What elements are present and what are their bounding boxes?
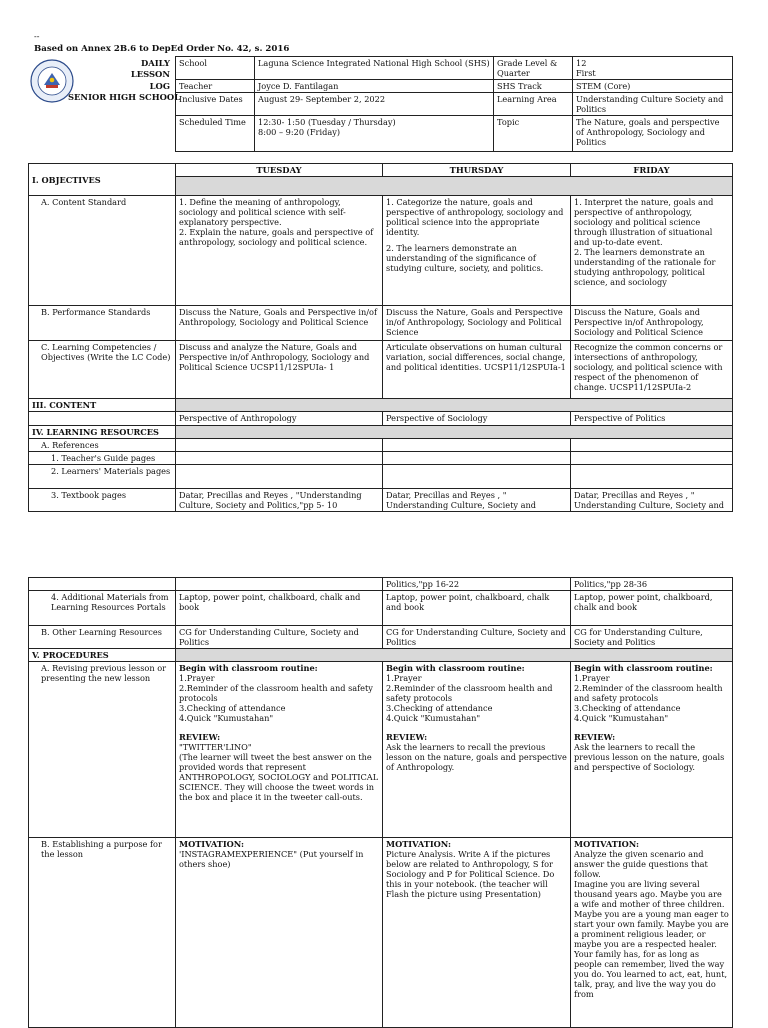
lm-friday — [571, 465, 733, 489]
day-header-tuesday: TUESDAY — [176, 164, 383, 177]
content-standard-label: A. Content Standard — [29, 196, 176, 306]
motivation-friday-cell — [571, 838, 733, 1028]
procedures-heading: V. PROCEDURES — [29, 649, 176, 662]
procedures-shaded-row — [176, 649, 733, 662]
title-line: DAILY — [140, 58, 170, 68]
motivation-thursday: Picture Analysis. Write A if the pictures below are related to Anthropology, S for Sociology and P for Political Science. Do this in your notebook. (the teacher will Flash the picture using Presentation) — [386, 849, 555, 899]
day-header-friday: FRIDAY — [571, 164, 733, 177]
performance-thursday: Discuss the Nature, Goals and Perspective in/of Anthropology, Sociology and Political Science — [383, 306, 571, 341]
references-thursday — [383, 439, 571, 452]
references-friday — [571, 439, 733, 452]
dll-table-page2 — [28, 577, 733, 1028]
performance-friday: Discuss the Nature, Goals and Perspective in/of Anthropology, Sociology and Political Science — [571, 306, 733, 341]
tg-tuesday — [176, 452, 383, 465]
motivation-heading: MOTIVATION: — [179, 839, 245, 849]
motivation-tuesday: 'INSTAGRAMEXPERIENCE" (Put yourself in others shoe) — [179, 849, 364, 869]
content-friday: Perspective of Politics — [571, 412, 733, 426]
competency-tuesday: Discuss and analyze the Nature, Goals and Perspective in/of Anthropology, Sociology and Political Science UCSP11/12SPUIa- 1 — [176, 341, 383, 399]
lm-tuesday — [176, 465, 383, 489]
area-value: Understanding Culture Society and Politics — [573, 93, 733, 116]
sched-label: Scheduled Time — [176, 116, 255, 152]
performance-tuesday: Discuss the Nature, Goals and Perspective in/of Anthropology, Sociology and Political Science — [176, 306, 383, 341]
additional-friday: Laptop, power point, chalkboard, chalk and book — [571, 591, 733, 626]
routine-steps: 1.Prayer 2.Reminder of the classroom health and safety protocols 3.Checking of attendance 4.Quick "Kumustahan" — [179, 673, 373, 723]
track-value: STEM (Core) — [573, 80, 733, 93]
motivation-heading: MOTIVATION: — [386, 839, 452, 849]
content-tuesday: Perspective of Anthropology — [176, 412, 383, 426]
topic-value: The Nature, goals and perspective of Anthropology, Sociology and Politics — [573, 116, 733, 152]
top-mark: -- — [34, 32, 40, 41]
other-thursday: CG for Understanding Culture, Society and Politics — [383, 626, 571, 649]
teachers-guide-label: 1. Teacher's Guide pages — [29, 452, 176, 465]
continued-tuesday — [176, 578, 383, 591]
revising-lesson-label: A. Revising previous lesson or presenting the new lesson — [29, 662, 176, 838]
additional-tuesday: Laptop, power point, chalkboard, chalk and book — [176, 591, 383, 626]
content-standard-tuesday: 1. Define the meaning of anthropology, sociology and political science with self-explanatory perspective. 2. Explain the nature, goals and perspective of anthropology, sociology and political science. — [176, 196, 383, 306]
content-heading: III. CONTENT — [29, 399, 176, 412]
content-standard-thursday — [383, 196, 571, 306]
review-heading: REVIEW: — [386, 732, 428, 742]
content-thursday: Perspective of Sociology — [383, 412, 571, 426]
review-heading: REVIEW: — [179, 732, 221, 742]
grade-label: Grade Level & Quarter — [494, 57, 573, 80]
content-standard-friday: 1. Interpret the nature, goals and perspective of anthropology, sociology and political science through illustration of situational and up-to-date event. 2. The learners demonstrate an understanding of the rationale for studying anthropology, political science, and sociology — [571, 196, 733, 306]
learning-competencies-label: C. Learning Competencies / Objectives (Write the LC Code) — [29, 341, 176, 399]
area-label: Learning Area — [494, 93, 573, 116]
continued-friday: Politics,"pp 28-36 — [571, 578, 733, 591]
routine-heading: Begin with classroom routine: — [386, 663, 525, 673]
routine-heading: Begin with classroom routine: — [179, 663, 318, 673]
header-table — [175, 56, 733, 152]
other-friday: CG for Understanding Culture, Society and Politics — [571, 626, 733, 649]
content-shaded-row — [176, 399, 733, 412]
resources-shaded-row — [176, 426, 733, 439]
learning-resources-heading: IV. LEARNING RESOURCES — [29, 426, 176, 439]
competency-thursday: Articulate observations on human cultural variation, social differences, social change, and political identities. UCSP11/12SPUIa-1 — [383, 341, 571, 399]
motivation-heading: MOTIVATION: — [574, 839, 640, 849]
additional-thursday: Laptop, power point, chalkboard, chalk and book — [383, 591, 571, 626]
dll-table-page1 — [28, 163, 733, 512]
title-line-shs: SENIOR HIGH SCHOOL — [68, 92, 181, 102]
additional-materials-label: 4. Additional Materials from Learning Resources Portals — [29, 591, 176, 626]
review-heading: REVIEW: — [574, 732, 616, 742]
competency-friday: Recognize the common concerns or intersections of anthropology, sociology, and political science with respect of the phenomenon of change. UCSP11/12SPUIa-2 — [571, 341, 733, 399]
review-friday: Ask the learners to recall the previous lesson on the nature, goals and perspective of Sociology. — [574, 742, 725, 772]
topic-label: Topic — [494, 116, 573, 152]
teacher-label: Teacher — [176, 80, 255, 93]
routine-steps: 1.Prayer 2.Reminder of the classroom health and safety protocols 3.Checking of attendance 4.Quick "Kumustahan" — [386, 673, 553, 723]
teacher-value: Joyce D. Fantilagan — [255, 80, 494, 93]
continued-thursday: Politics,"pp 16-22 — [383, 578, 571, 591]
revising-thursday — [383, 662, 571, 838]
dll-title — [108, 58, 170, 92]
performance-standards-label: B. Performance Standards — [29, 306, 176, 341]
motivation-friday: Analyze the given scenario and answer the guide questions that follow. Imagine you are living several thousand years ago. Maybe you are a wife and mother of three children. Maybe you are a young man eager to start your own family. Maybe you are a prominent religious leader, or maybe you are a respected healer. Your family has, for as long as people can remember, lived the way you do. You learned to act, eat, hunt, talk, pray, and live the way you do from — [574, 849, 729, 999]
content-empty-label — [29, 412, 176, 426]
based-on-note: Based on Annex 2B.6 to DepEd Order No. 42, s. 2016 — [34, 44, 290, 54]
content-standard-thursday-2: 2. The learners demonstrate an understanding of the significance of studying culture, society, and politics. — [386, 243, 544, 274]
title-line: LOG — [149, 80, 170, 91]
references-tuesday — [176, 439, 383, 452]
track-label: SHS Track — [494, 80, 573, 93]
references-label: A. References — [29, 439, 176, 452]
school-label: School — [176, 57, 255, 80]
dates-label: Inclusive Dates — [176, 93, 255, 116]
revising-friday — [571, 662, 733, 838]
textbook-pages-label: 3. Textbook pages — [29, 489, 176, 512]
purpose-label: B. Establishing a purpose for the lesson — [29, 838, 176, 1028]
other-resources-label: B. Other Learning Resources — [29, 626, 176, 649]
continued-empty-label — [29, 578, 176, 591]
textbook-tuesday: Datar, Precillas and Reyes , "Understanding Culture, Society and Politics,"pp 5- 10 — [176, 489, 383, 512]
motivation-tuesday-cell — [176, 838, 383, 1028]
objectives-heading: I. OBJECTIVES — [29, 164, 176, 196]
motivation-thursday-cell — [383, 838, 571, 1028]
textbook-thursday: Datar, Precillas and Reyes , " Understanding Culture, Society and — [383, 489, 571, 512]
objectives-shaded-row — [176, 177, 733, 196]
review-tuesday: "TWITTER'LINO" (The learner will tweet the best answer on the provided words that represent ANTHROPOLOGY, SOCIOLOGY and POLITICAL SCIENCE. They will choose the tweet words in the box and place it in the tweeter call-outs. — [179, 742, 379, 802]
routine-steps: 1.Prayer 2.Reminder of the classroom health and safety protocols 3.Checking of attendance 4.Quick "Kumustahan" — [574, 673, 723, 723]
routine-heading: Begin with classroom routine: — [574, 663, 713, 673]
title-line: LESSON — [130, 69, 170, 80]
textbook-friday: Datar, Precillas and Reyes , " Understanding Culture, Society and — [571, 489, 733, 512]
lm-thursday — [383, 465, 571, 489]
tg-thursday — [383, 452, 571, 465]
learners-materials-label: 2. Learners' Materials pages — [29, 465, 176, 489]
grade-value: 12 First — [573, 57, 733, 80]
revising-tuesday — [176, 662, 383, 838]
other-tuesday: CG for Understanding Culture, Society and Politics — [176, 626, 383, 649]
day-header-thursday: THURSDAY — [383, 164, 571, 177]
sched-value: 12:30- 1:50 (Tuesday / Thursday) 8:00 – 9:20 (Friday) — [255, 116, 494, 152]
tg-friday — [571, 452, 733, 465]
content-standard-thursday-1: 1. Categorize the nature, goals and perspective of anthropology, sociology and political science into the appropriate identity. — [386, 197, 564, 238]
school-value: Laguna Science Integrated National High School (SHS) — [255, 57, 494, 80]
dates-value: August 29- September 2, 2022 — [255, 93, 494, 116]
review-thursday: Ask the learners to recall the previous lesson on the nature, goals and perspective of Anthropology. — [386, 742, 567, 772]
